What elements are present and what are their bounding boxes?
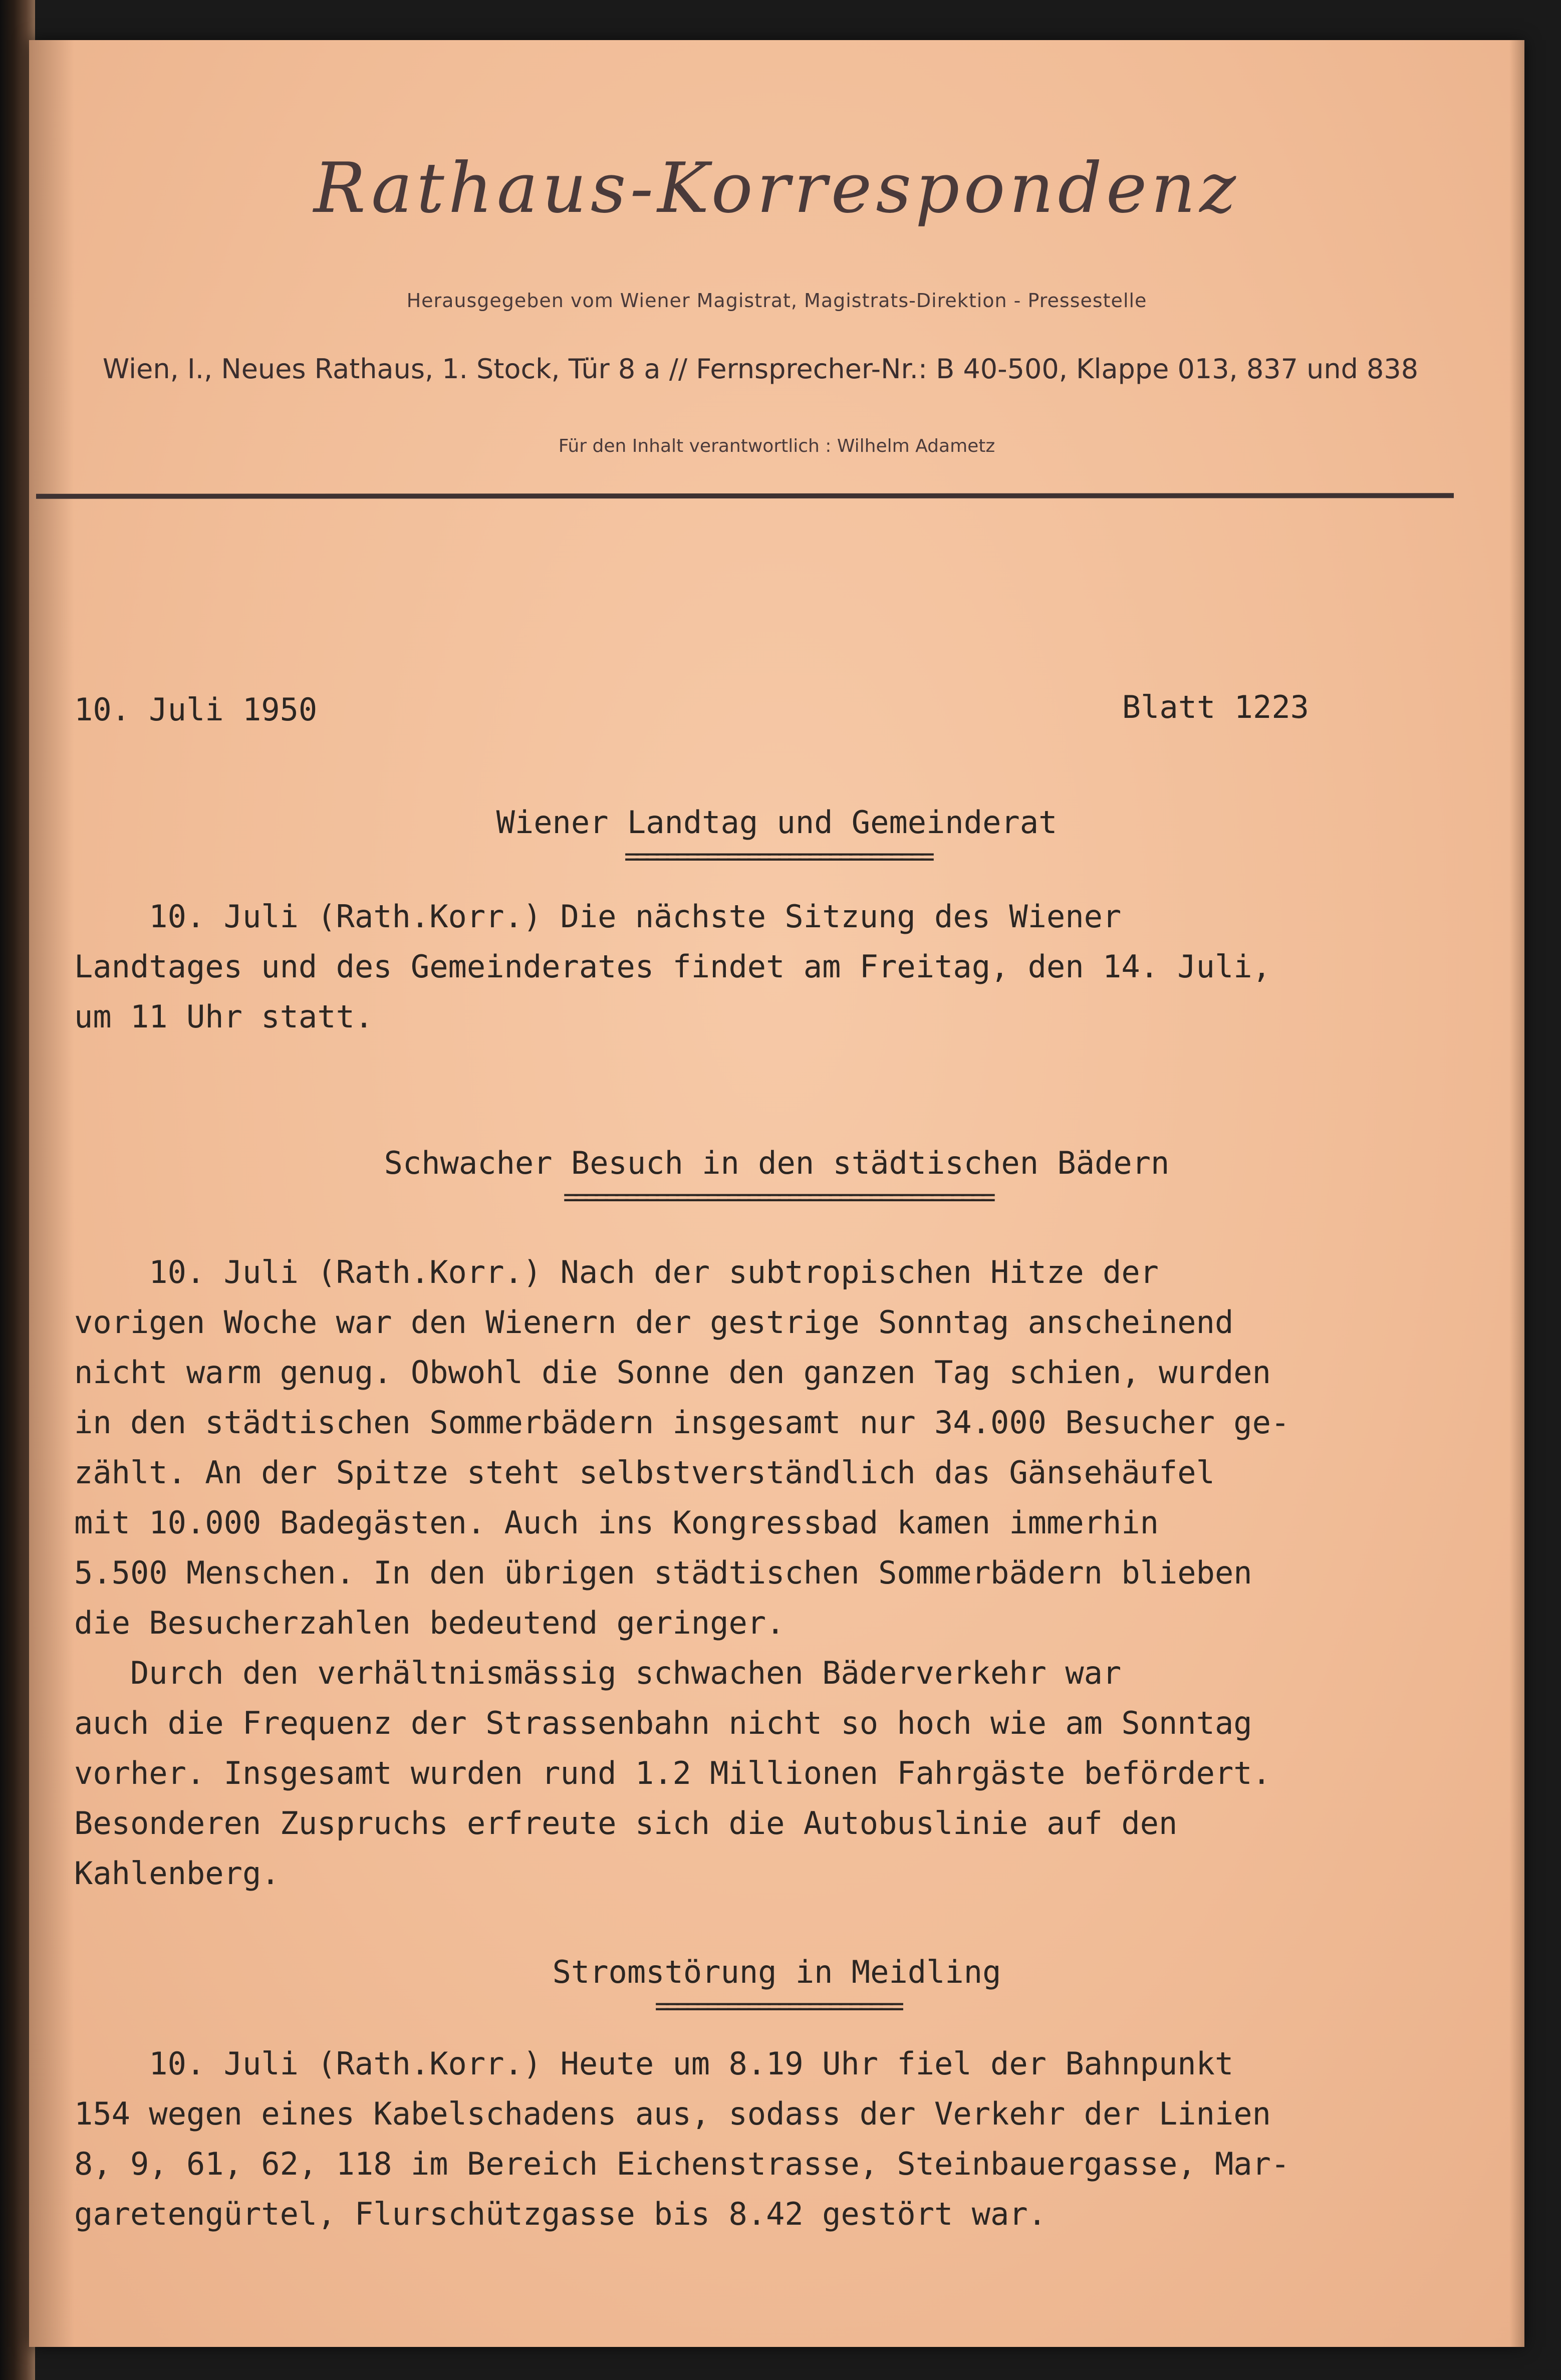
- text-line: zählt. An der Spitze steht selbstverständlich das Gänsehäufel: [74, 1454, 1215, 1491]
- text-line: die Besucherzahlen bedeutend geringer.: [74, 1605, 785, 1641]
- article-heading: Wiener Landtag und Gemeinderat: [496, 804, 1058, 841]
- text-line: um 11 Uhr statt.: [74, 998, 374, 1035]
- text-line: vorigen Woche war den Wienern der gestrige Sonntag anscheinend: [74, 1304, 1234, 1341]
- dateline: 10. Juli 1950: [74, 691, 318, 728]
- document-page: [29, 40, 1524, 2347]
- text-line: mit 10.000 Badegästen. Auch ins Kongressbad kamen immerhin: [74, 1504, 1159, 1541]
- text-line: 8, 9, 61, 62, 118 im Bereich Eichenstrasse, Steinbauergasse, Mar-: [74, 2146, 1290, 2182]
- text-line: 154 wegen eines Kabelschadens aus, sodass der Verkehr der Linien: [74, 2095, 1271, 2132]
- masthead-title: Rathaus-Korrespondenz: [313, 148, 1240, 228]
- masthead-responsible: Für den Inhalt verantwortlich : Wilhelm Adametz: [558, 436, 995, 456]
- sheet-number: Blatt 1223: [1122, 689, 1309, 725]
- text-line: in den städtischen Sommerbädern insgesamt nur 34.000 Besucher ge-: [74, 1404, 1290, 1441]
- article-heading: Schwacher Besuch in den städtischen Bädern: [384, 1145, 1170, 1181]
- text-line: 5.500 Menschen. In den übrigen städtischen Sommerbädern blieben: [74, 1554, 1252, 1591]
- text-line: nicht warm genug. Obwohl die Sonne den ganzen Tag schien, wurden: [74, 1354, 1271, 1391]
- text-line: 10. Juli (Rath.Korr.) Die nächste Sitzung des Wiener: [74, 898, 1122, 935]
- masthead-subtitle: Herausgegeben vom Wiener Magistrat, Magistrats-Direktion - Pressestelle: [406, 290, 1147, 312]
- article-heading-underline: ==========================================: [563, 1182, 990, 1212]
- text-line: 10. Juli (Rath.Korr.) Heute um 8.19 Uhr fiel der Bahnpunkt: [74, 2045, 1234, 2082]
- text-line: auch die Frequenz der Strassenbahn nicht so hoch wie am Sonntag: [74, 1705, 1252, 1741]
- text-line: Landtages und des Gemeinderates findet am Freitag, den 14. Juli,: [74, 948, 1271, 985]
- masthead-rule: [36, 493, 1454, 498]
- text-line: Besonderen Zuspruchs erfreute sich die Autobuslinie auf den: [74, 1805, 1178, 1841]
- text-line: garetengürtel, Flurschützgasse bis 8.42 gestört war.: [74, 2196, 1047, 2232]
- text-line: vorher. Insgesamt wurden rund 1.2 Millionen Fahrgäste befördert.: [74, 1755, 1271, 1791]
- text-line: Durch den verhältnismässig schwachen Bäderverkehr war: [74, 1655, 1122, 1691]
- text-line: Kahlenberg.: [74, 1855, 280, 1892]
- masthead-address: Wien, I., Neues Rathaus, 1. Stock, Tür 8 a // Fernsprecher-Nr.: B 40-500, Klappe 013, 837 und 838: [102, 353, 1419, 385]
- text-line: 10. Juli (Rath.Korr.) Nach der subtropischen Hitze der: [74, 1254, 1159, 1290]
- article-heading-underline: ==============================: [624, 842, 930, 872]
- article-heading: Stromstörung in Meidling: [552, 1954, 1001, 1990]
- article-heading-underline: ========================: [654, 1991, 899, 2021]
